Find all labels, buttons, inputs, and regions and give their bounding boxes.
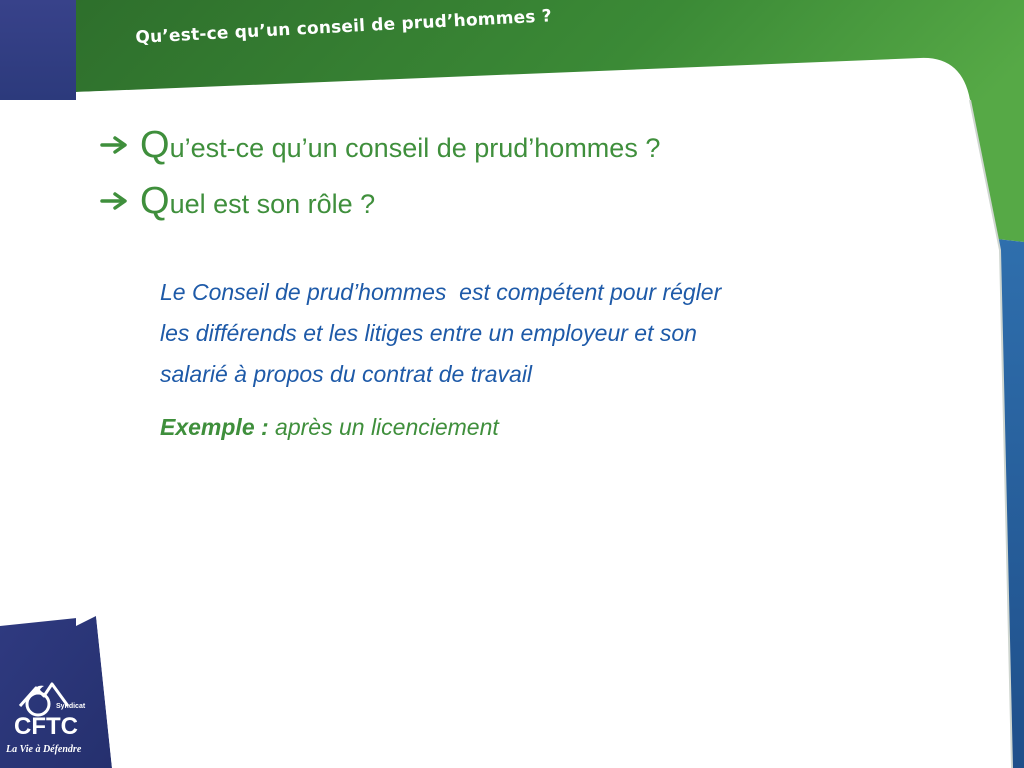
- logo-small-text: Syndicat: [56, 703, 86, 710]
- definition-line: Le Conseil de prud’hommes est compétent pour régler: [160, 279, 722, 305]
- header-title: Qu’est-ce qu’un conseil de prud’hommes ?: [134, 6, 553, 48]
- question-2-text: uel est son rôle ?: [169, 189, 376, 219]
- logo-brand: CFTC: [14, 713, 78, 740]
- question-1-text: u’est-ce qu’un conseil de prud’hommes ?: [169, 133, 661, 163]
- example-line: [160, 414, 499, 441]
- content-card: [76, 58, 1012, 768]
- definition-paragraph: [160, 272, 880, 395]
- logo-tagline: La Vie à Défendre: [6, 744, 82, 755]
- question-2-initial: Q: [140, 180, 170, 222]
- example-text: après un licenciement: [275, 414, 499, 440]
- question-1-initial: Q: [140, 124, 170, 166]
- logo-ring: [27, 693, 49, 715]
- question-2: [100, 182, 375, 220]
- arrow-right-icon: [100, 192, 140, 210]
- arrow-right-icon: [100, 136, 140, 154]
- definition-line: salarié à propos du contrat de travail: [160, 361, 533, 387]
- question-1: [100, 126, 660, 164]
- definition-line: les différends et les litiges entre un employeur et son: [160, 320, 697, 346]
- example-label: Exemple :: [160, 414, 269, 440]
- navy-corner-top: [0, 0, 76, 100]
- cftc-logo: [2, 676, 98, 760]
